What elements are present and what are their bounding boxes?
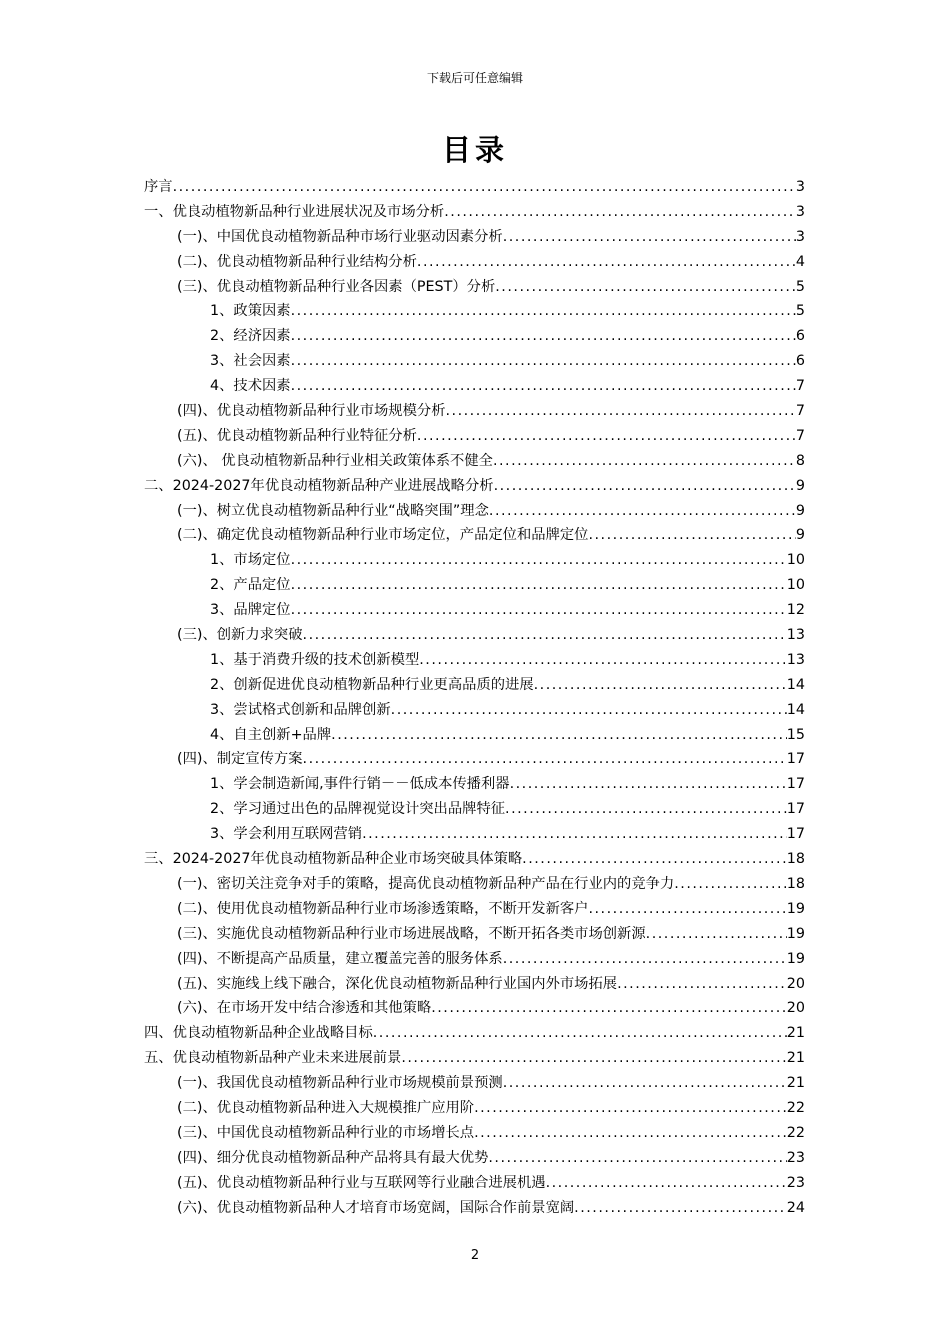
toc-entry[interactable]: [144, 1096, 805, 1121]
toc-dot-leader: [510, 772, 787, 797]
toc-dot-leader: [503, 1071, 787, 1096]
toc-entry[interactable]: [144, 349, 805, 374]
toc-entry-page: 3: [795, 228, 805, 245]
page-title: 目录: [441, 133, 508, 167]
toc-entry-title: (二)、优良动植物新品种行业结构分析: [177, 253, 417, 270]
toc-entry-page: 15: [786, 726, 805, 743]
toc-dot-leader: [373, 1021, 787, 1046]
toc-dot-leader: [303, 747, 787, 772]
toc-dot-leader: [488, 1146, 786, 1171]
toc-entry[interactable]: [144, 175, 805, 200]
toc-entry-page: 6: [795, 353, 805, 370]
toc-entry-page: 17: [786, 776, 805, 793]
toc-dot-leader: [474, 1121, 787, 1146]
toc-entry[interactable]: [144, 947, 805, 972]
toc-entry[interactable]: [144, 499, 805, 524]
toc-dot-leader: [489, 499, 796, 524]
toc-entry-title: (五)、优良动植物新品种行业与互联网等行业融合进展机遇: [177, 1174, 546, 1191]
toc-entry-page: 9: [795, 477, 805, 494]
toc-dot-leader: [291, 598, 787, 623]
toc-entry-page: 18: [786, 875, 805, 892]
toc-entry-title: 2、创新促进优良动植物新品种行业更高品质的进展: [210, 676, 534, 693]
toc-entry[interactable]: [144, 673, 805, 698]
toc-dot-leader: [617, 972, 787, 997]
toc-dot-leader: [417, 250, 796, 275]
toc-entry[interactable]: [144, 747, 805, 772]
toc-entry-page: 23: [786, 1174, 805, 1191]
toc-entry[interactable]: [144, 548, 805, 573]
toc-entry-page: 9: [795, 527, 805, 544]
toc-entry[interactable]: [144, 250, 805, 275]
toc-entry-page: 14: [786, 676, 805, 693]
toc-dot-leader: [503, 947, 787, 972]
toc-entry-page: 19: [786, 950, 805, 967]
toc-entry[interactable]: [144, 374, 805, 399]
toc-entry[interactable]: [144, 922, 805, 947]
toc-entry[interactable]: [144, 872, 805, 897]
toc-entry-page: 17: [786, 801, 805, 818]
toc-dot-leader: [534, 673, 787, 698]
toc-entry-title: (四)、细分优良动植物新品种产品将具有最大优势: [177, 1149, 489, 1166]
toc-entry-page: 7: [795, 427, 805, 444]
toc-entry-title: (二)、确定优良动植物新品种行业市场定位，产品定位和品牌定位: [177, 527, 589, 544]
toc-entry[interactable]: [144, 1171, 805, 1196]
toc-dot-leader: [419, 648, 787, 673]
toc-entry-page: 12: [786, 602, 805, 619]
toc-entry-page: 7: [795, 403, 805, 420]
toc-dot-leader: [173, 175, 796, 200]
toc-entry-title: (六)、 优良动植物新品种行业相关政策体系不健全: [177, 452, 493, 469]
toc-entry-page: 22: [786, 1099, 805, 1116]
toc-entry[interactable]: [144, 822, 805, 847]
toc-dot-leader: [331, 723, 787, 748]
toc-entry[interactable]: [144, 972, 805, 997]
toc-entry-page: 10: [786, 577, 805, 594]
toc-entry-title: (二)、使用优良动植物新品种行业市场渗透策略，不断开发新客户: [177, 900, 589, 917]
toc-entry-page: 22: [786, 1124, 805, 1141]
toc-entry-title: 一、优良动植物新品种行业进展状况及市场分析: [144, 203, 445, 220]
toc-entry-title: (一)、密切关注竞争对手的策略，提高优良动植物新品种产品在行业内的竞争力: [177, 875, 675, 892]
toc-entry[interactable]: [144, 1196, 805, 1221]
toc-entry-title: 五、优良动植物新品种产业未来进展前景: [144, 1050, 402, 1067]
toc-dot-leader: [401, 1046, 786, 1071]
toc-entry-title: (一)、树立优良动植物新品种行业“战略突围”理念: [177, 502, 489, 519]
toc-entry-page: 17: [786, 751, 805, 768]
toc-entry-title: 1、政策因素: [210, 303, 291, 320]
page-header-note: 下载后可任意编辑: [426, 71, 523, 85]
toc-entry[interactable]: [144, 598, 805, 623]
toc-entry-title: 四、优良动植物新品种企业战略目标: [144, 1025, 373, 1042]
toc-entry[interactable]: [144, 225, 805, 250]
toc-entry-title: (四)、优良动植物新品种行业市场规模分析: [177, 403, 446, 420]
toc-entry-title: (三)、创新力求突破: [177, 627, 303, 644]
toc-dot-leader: [431, 996, 787, 1021]
toc-entry-title: 1、学会制造新闻,事件行销－－低成本传播利器: [210, 776, 510, 793]
toc-entry-title: (三)、中国优良动植物新品种行业的市场增长点: [177, 1124, 475, 1141]
toc-entry-page: 17: [786, 826, 805, 843]
toc-entry-title: 二、2024-2027年优良动植物新品种产业进展战略分析: [144, 477, 494, 494]
toc-entry-title: 1、市场定位: [210, 552, 291, 569]
toc-entry-title: 2、学习通过出色的品牌视觉设计突出品牌特征: [210, 801, 506, 818]
toc-entry[interactable]: [144, 275, 805, 300]
toc-entry-page: 20: [786, 975, 805, 992]
toc-dot-leader: [574, 1196, 787, 1221]
toc-dot-leader: [546, 1171, 787, 1196]
toc-entry-page: 9: [795, 502, 805, 519]
toc-dot-leader: [291, 374, 796, 399]
toc-entry-page: 3: [795, 179, 805, 195]
toc-entry-page: 20: [786, 1000, 805, 1017]
toc-entry[interactable]: [144, 523, 805, 548]
toc-dot-leader: [362, 822, 787, 847]
toc-entry-page: 23: [786, 1149, 805, 1166]
toc-entry[interactable]: [144, 1046, 805, 1071]
toc-entry-page: 21: [786, 1050, 805, 1067]
toc-entry[interactable]: [144, 623, 805, 648]
toc-entry[interactable]: [144, 698, 805, 723]
toc-dot-leader: [446, 399, 796, 424]
toc-dot-leader: [646, 922, 787, 947]
toc-entry-title: 3、品牌定位: [210, 602, 291, 619]
toc-entry-title: 3、学会利用互联网营销: [210, 826, 363, 843]
toc-entry-page: 21: [786, 1025, 805, 1042]
toc-dot-leader: [588, 897, 786, 922]
toc-entry[interactable]: [144, 648, 805, 673]
toc-entry[interactable]: [144, 1146, 805, 1171]
toc-entry-page: 10: [786, 552, 805, 569]
toc-entry-title: (五)、优良动植物新品种行业特征分析: [177, 427, 417, 444]
toc-entry-title: 4、自主创新+品牌: [210, 726, 332, 743]
toc-entry-title: 1、基于消费升级的技术创新模型: [210, 651, 420, 668]
toc-entry[interactable]: [144, 847, 805, 872]
toc-entry[interactable]: [144, 399, 805, 424]
toc-dot-leader: [291, 349, 796, 374]
toc-entry[interactable]: [144, 723, 805, 748]
toc-entry[interactable]: [144, 474, 805, 499]
toc-entry-page: 24: [786, 1199, 805, 1216]
toc-entry-page: 4: [795, 253, 805, 270]
toc-entry[interactable]: [144, 200, 805, 225]
page-number: 2: [470, 1248, 480, 1263]
toc-entry[interactable]: [144, 772, 805, 797]
toc-dot-leader: [495, 275, 796, 300]
toc-dot-leader: [494, 474, 796, 499]
toc-entry-page: 5: [795, 278, 805, 295]
toc-entry-title: (一)、我国优良动植物新品种行业市场规模前景预测: [177, 1075, 503, 1092]
toc-entry[interactable]: [144, 1021, 805, 1046]
toc-entry-title: (六)、优良动植物新品种人才培育市场宽阔，国际合作前景宽阔: [177, 1199, 575, 1216]
toc-entry-page: 7: [795, 378, 805, 395]
toc-entry-title: 2、产品定位: [210, 577, 291, 594]
toc-entry-title: 2、经济因素: [210, 328, 291, 345]
toc-entry[interactable]: [144, 449, 805, 474]
toc-entry-title: 3、尝试格式创新和品牌创新: [210, 701, 391, 718]
toc-dot-leader: [291, 324, 796, 349]
toc-dot-leader: [391, 698, 787, 723]
toc-entry[interactable]: [144, 324, 805, 349]
toc-dot-leader: [522, 847, 787, 872]
toc-dot-leader: [503, 225, 796, 250]
toc-entry[interactable]: [144, 897, 805, 922]
toc-dot-leader: [505, 797, 787, 822]
toc-entry-page: 19: [786, 925, 805, 942]
toc-dot-leader: [474, 1096, 787, 1121]
toc-entry-page: 3: [795, 203, 805, 220]
toc-entry[interactable]: [144, 299, 805, 324]
toc-entry-title: 4、技术因素: [210, 378, 291, 395]
toc-entry-title: (三)、优良动植物新品种行业各因素（PEST）分析: [177, 278, 496, 295]
toc-entry-page: 13: [786, 651, 805, 668]
toc-entry-title: (四)、不断提高产品质量，建立覆盖完善的服务体系: [177, 950, 503, 967]
toc-entry[interactable]: [144, 1071, 805, 1096]
toc-entry-page: 18: [786, 851, 805, 868]
toc-entry-title: (一)、中国优良动植物新品种市场行业驱动因素分析: [177, 228, 503, 245]
toc-dot-leader: [493, 449, 796, 474]
toc-dot-leader: [444, 200, 796, 225]
toc-entry-page: 14: [786, 701, 805, 718]
toc-entry-page: 8: [795, 452, 805, 469]
toc-entry-page: 5: [795, 303, 805, 320]
toc-dot-leader: [674, 872, 787, 897]
toc-entry-title: 序言: [144, 179, 173, 195]
toc-dot-leader: [291, 573, 787, 598]
toc-entry[interactable]: [144, 996, 805, 1021]
toc-entry[interactable]: [144, 1121, 805, 1146]
toc-entry-page: 13: [786, 627, 805, 644]
table-of-contents: [144, 175, 805, 1220]
toc-dot-leader: [588, 523, 795, 548]
toc-entry-title: 三、2024-2027年优良动植物新品种企业市场突破具体策略: [144, 851, 523, 868]
toc-entry[interactable]: [144, 424, 805, 449]
toc-entry-title: (五)、实施线上线下融合，深化优良动植物新品种行业国内外市场拓展: [177, 975, 618, 992]
toc-entry-title: (四)、制定宣传方案: [177, 751, 303, 768]
toc-dot-leader: [303, 623, 787, 648]
toc-dot-leader: [417, 424, 796, 449]
toc-entry-page: 19: [786, 900, 805, 917]
toc-entry-title: 3、社会因素: [210, 353, 291, 370]
toc-entry-page: 21: [786, 1075, 805, 1092]
toc-dot-leader: [291, 299, 796, 324]
toc-entry-title: (二)、优良动植物新品种进入大规模推广应用阶: [177, 1099, 475, 1116]
toc-entry-title: (三)、实施优良动植物新品种行业市场进展战略，不断开拓各类市场创新源: [177, 925, 646, 942]
toc-entry-title: (六)、在市场开发中结合渗透和其他策略: [177, 1000, 432, 1017]
toc-dot-leader: [291, 548, 787, 573]
toc-entry[interactable]: [144, 797, 805, 822]
toc-entry[interactable]: [144, 573, 805, 598]
toc-entry-page: 6: [795, 328, 805, 345]
